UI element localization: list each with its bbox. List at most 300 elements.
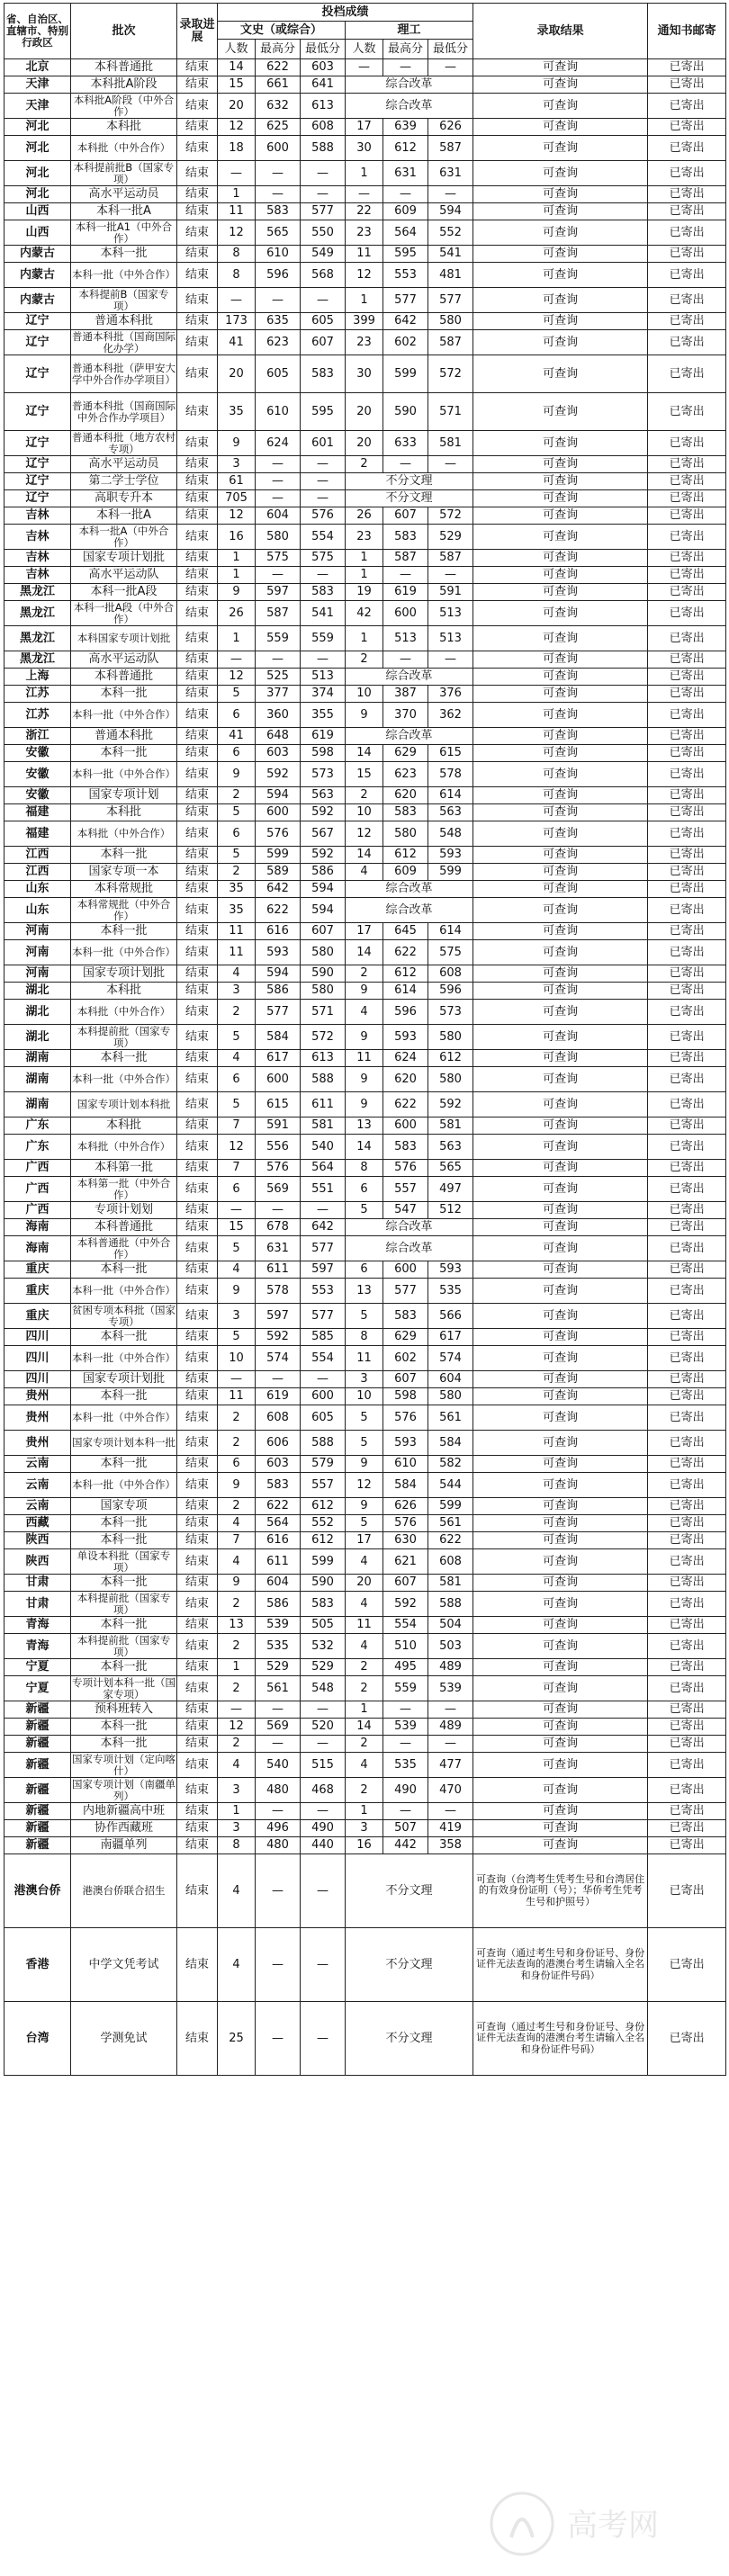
- cell-sci-count: 14: [346, 940, 383, 965]
- cell-arts-min: 550: [301, 220, 346, 246]
- cell-result[interactable]: 可查询: [473, 1736, 648, 1753]
- cell-prov: 台湾: [4, 2002, 71, 2076]
- table-row: [4, 456, 726, 473]
- cell-result[interactable]: 可查询: [473, 263, 648, 288]
- table-row: [4, 669, 726, 686]
- cell-result[interactable]: 可查询: [473, 1431, 648, 1456]
- cell-sci-count: 30: [346, 136, 383, 161]
- cell-result[interactable]: 可查询: [473, 965, 648, 983]
- table-row: [4, 626, 726, 651]
- cell-sci-min: 481: [428, 263, 473, 288]
- cell-result[interactable]: 可查询: [473, 186, 648, 203]
- cell-sci-count: 4: [346, 1753, 383, 1778]
- cell-prov: 河南: [4, 965, 71, 983]
- cell-result[interactable]: 可查询: [473, 1659, 648, 1676]
- science-min-header: 最低分: [428, 40, 473, 59]
- cell-sci-count: 1: [346, 1803, 383, 1820]
- cell-sci-count: 1: [346, 626, 383, 651]
- cell-result[interactable]: 可查询: [473, 203, 648, 220]
- cell-result[interactable]: 可查询: [473, 1778, 648, 1803]
- cell-result[interactable]: 可查询: [473, 1160, 648, 1177]
- table-row: [4, 220, 726, 246]
- cell-arts-min: 607: [301, 330, 346, 355]
- cell-notice: 已寄出: [648, 983, 726, 1000]
- cell-arts-min: 641: [301, 76, 346, 94]
- cell-result[interactable]: 可查询: [473, 804, 648, 821]
- cell-notice: 已寄出: [648, 1753, 726, 1778]
- cell-progress: 结束: [177, 220, 218, 246]
- cell-batch: 本科国家专项计划批: [71, 626, 177, 651]
- cell-notice: 已寄出: [648, 550, 726, 567]
- cell-result[interactable]: 可查询: [473, 1117, 648, 1135]
- cell-result[interactable]: 可查询: [473, 507, 648, 525]
- cell-arts-count: 1: [218, 186, 256, 203]
- cell-batch: 本科常规批: [71, 881, 177, 898]
- cell-sci-max: 593: [383, 1025, 428, 1050]
- cell-arts-count: 15: [218, 76, 256, 94]
- cell-arts-max: —: [256, 1736, 301, 1753]
- cell-arts-min: 583: [301, 584, 346, 601]
- cell-batch: 本科一批（中外合作）: [71, 263, 177, 288]
- cell-arts-min: —: [301, 1202, 346, 1219]
- cell-batch: 国家专项计划: [71, 787, 177, 804]
- cell-sci-count: 9: [346, 1092, 383, 1117]
- cell-arts-min: 580: [301, 940, 346, 965]
- arts-min-header: 最低分: [301, 40, 346, 59]
- cell-arts-max: —: [256, 567, 301, 584]
- cell-sci-min: 581: [428, 1117, 473, 1135]
- cell-result[interactable]: 可查询: [473, 1000, 648, 1025]
- cell-result[interactable]: 可查询: [473, 864, 648, 881]
- cell-arts-min: 599: [301, 1549, 346, 1575]
- cell-result[interactable]: 可查询: [473, 762, 648, 787]
- cell-sci-min: 593: [428, 1261, 473, 1279]
- cell-notice: 已寄出: [648, 745, 726, 762]
- cell-sci-max: 387: [383, 686, 428, 703]
- cell-notice: 已寄出: [648, 669, 726, 686]
- cell-result[interactable]: 可查询: [473, 456, 648, 473]
- cell-arts-count: 35: [218, 898, 256, 923]
- cell-result[interactable]: 可查询: [473, 1261, 648, 1279]
- cell-sci-count: 1: [346, 288, 383, 313]
- cell-result[interactable]: 可查询: [473, 1329, 648, 1346]
- cell-arts-count: 26: [218, 601, 256, 626]
- cell-result[interactable]: 可查询: [473, 1405, 648, 1431]
- cell-result[interactable]: 可查询: [473, 1135, 648, 1160]
- cell-prov: 四川: [4, 1346, 71, 1371]
- cell-arts-min: 592: [301, 804, 346, 821]
- cell-progress: 结束: [177, 1549, 218, 1575]
- cell-prov: 吉林: [4, 567, 71, 584]
- cell-result[interactable]: 可查询: [473, 703, 648, 728]
- cell-arts-max: 594: [256, 787, 301, 804]
- cell-result[interactable]: 可查询: [473, 1532, 648, 1549]
- cell-sci-min: 470: [428, 1778, 473, 1803]
- cell-result[interactable]: 可查询: [473, 525, 648, 550]
- science-header: 理工: [346, 22, 473, 40]
- cell-result[interactable]: 可查询: [473, 1592, 648, 1617]
- cell-sci-min: 513: [428, 626, 473, 651]
- cell-result[interactable]: 可查询: [473, 669, 648, 686]
- cell-arts-min: —: [301, 288, 346, 313]
- cell-arts-count: —: [218, 288, 256, 313]
- cell-arts-min: 553: [301, 1279, 346, 1304]
- cell-result[interactable]: 可查询: [473, 136, 648, 161]
- cell-result[interactable]: 可查询: [473, 898, 648, 923]
- table-row: [4, 983, 726, 1000]
- cell-progress: 结束: [177, 601, 218, 626]
- cell-arts-max: 604: [256, 1575, 301, 1592]
- cell-result[interactable]: 可查询: [473, 881, 648, 898]
- cell-sci-count: 11: [346, 1346, 383, 1371]
- cell-prov: 山东: [4, 881, 71, 898]
- science-merged-cell: 不分文理: [346, 473, 473, 490]
- cell-batch: 本科提前批（国家专项）: [71, 1592, 177, 1617]
- cell-prov: 重庆: [4, 1261, 71, 1279]
- cell-arts-max: 642: [256, 881, 301, 898]
- table-row: [4, 1050, 726, 1067]
- cell-arts-max: 599: [256, 847, 301, 864]
- cell-result[interactable]: 可查询: [473, 246, 648, 263]
- cell-arts-min: 513: [301, 669, 346, 686]
- cell-arts-count: 7: [218, 1532, 256, 1549]
- cell-arts-max: 631: [256, 1236, 301, 1261]
- cell-arts-min: 374: [301, 686, 346, 703]
- cell-progress: 结束: [177, 1177, 218, 1202]
- cell-result[interactable]: 可查询: [473, 601, 648, 626]
- cell-result[interactable]: 可查询: [473, 821, 648, 847]
- cell-sci-count: 14: [346, 1135, 383, 1160]
- cell-result[interactable]: 可查询: [473, 940, 648, 965]
- cell-result[interactable]: 可查询: [473, 1025, 648, 1050]
- cell-arts-count: —: [218, 1202, 256, 1219]
- cell-arts-max: 576: [256, 821, 301, 847]
- cell-result[interactable]: 可查询: [473, 431, 648, 456]
- cell-arts-count: 12: [218, 220, 256, 246]
- cell-result[interactable]: 可查询: [473, 1820, 648, 1837]
- cell-arts-max: 539: [256, 1617, 301, 1634]
- cell-arts-count: 1: [218, 626, 256, 651]
- cell-result[interactable]: 可查询: [473, 1279, 648, 1304]
- cell-result[interactable]: 可查询: [473, 1701, 648, 1719]
- cell-arts-min: 586: [301, 864, 346, 881]
- cell-sci-max: 539: [383, 1719, 428, 1736]
- cell-sci-count: 2: [346, 1676, 383, 1701]
- cell-progress: 结束: [177, 1405, 218, 1431]
- table-row: [4, 1117, 726, 1135]
- cell-batch: 本科批: [71, 119, 177, 136]
- cell-arts-min: —: [301, 456, 346, 473]
- cell-arts-max: 604: [256, 507, 301, 525]
- cell-batch: 本科批（中外合作）: [71, 821, 177, 847]
- cell-result[interactable]: 可查询（台湾考生凭考生号和台湾居住的有效身份证明（号）；华侨考生凭考生号和护照号）: [473, 1854, 648, 1928]
- cell-arts-count: 2: [218, 1676, 256, 1701]
- cell-arts-count: 1: [218, 550, 256, 567]
- cell-result[interactable]: 可查询: [473, 1371, 648, 1388]
- cell-result[interactable]: 可查询: [473, 1050, 648, 1067]
- cell-result[interactable]: 可查询: [473, 728, 648, 745]
- table-row: [4, 864, 726, 881]
- cell-result[interactable]: 可查询（通过考生号和身份证号、身份证件无法查询的港澳台考生请输入全名和身份证件号码）: [473, 1928, 648, 2002]
- cell-result[interactable]: 可查询: [473, 1676, 648, 1701]
- cell-result[interactable]: 可查询: [473, 567, 648, 584]
- cell-prov: 辽宁: [4, 431, 71, 456]
- cell-sci-min: 529: [428, 525, 473, 550]
- cell-batch: 本科一批: [71, 847, 177, 864]
- science-merged-cell: 综合改革: [346, 728, 473, 745]
- table-row: [4, 119, 726, 136]
- cell-arts-min: 557: [301, 1473, 346, 1498]
- table-row: [4, 1304, 726, 1329]
- cell-result[interactable]: 可查询: [473, 1473, 648, 1498]
- cell-prov: 广西: [4, 1202, 71, 1219]
- cell-arts-max: 480: [256, 1778, 301, 1803]
- cell-notice: 已寄出: [648, 1803, 726, 1820]
- cell-sci-min: 617: [428, 1329, 473, 1346]
- cell-arts-count: 1: [218, 1659, 256, 1676]
- cell-batch: 高水平运动员: [71, 186, 177, 203]
- cell-result[interactable]: 可查询: [473, 288, 648, 313]
- cell-arts-min: 490: [301, 1820, 346, 1837]
- arts-max-header: 最高分: [256, 40, 301, 59]
- cell-sci-max: 590: [383, 393, 428, 431]
- cell-progress: 结束: [177, 1219, 218, 1236]
- cell-arts-max: —: [256, 186, 301, 203]
- cell-arts-min: 590: [301, 965, 346, 983]
- cell-result[interactable]: 可查询: [473, 1304, 648, 1329]
- cell-result[interactable]: 可查询: [473, 393, 648, 431]
- cell-arts-min: 355: [301, 703, 346, 728]
- cell-result[interactable]: 可查询: [473, 1515, 648, 1532]
- cell-sci-count: 8: [346, 1329, 383, 1346]
- cell-sci-min: —: [428, 1803, 473, 1820]
- cell-notice: 已寄出: [648, 940, 726, 965]
- cell-result[interactable]: 可查询: [473, 1719, 648, 1736]
- cell-arts-min: 601: [301, 431, 346, 456]
- cell-sci-min: 577: [428, 288, 473, 313]
- cell-prov: 福建: [4, 821, 71, 847]
- table-row: [4, 1676, 726, 1701]
- cell-notice: 已寄出: [648, 288, 726, 313]
- cell-result[interactable]: 可查询: [473, 1575, 648, 1592]
- cell-sci-min: 591: [428, 584, 473, 601]
- cell-progress: 结束: [177, 1575, 218, 1592]
- table-row: [4, 1261, 726, 1279]
- cell-arts-count: 9: [218, 1279, 256, 1304]
- cell-batch: 本科一批（中外合作）: [71, 1473, 177, 1498]
- cell-arts-min: 559: [301, 626, 346, 651]
- cell-result[interactable]: 可查询: [473, 584, 648, 601]
- cell-prov: 陕西: [4, 1532, 71, 1549]
- cell-sci-max: —: [383, 651, 428, 669]
- cell-result[interactable]: 可查询: [473, 1092, 648, 1117]
- cell-arts-count: —: [218, 161, 256, 186]
- cell-result[interactable]: 可查询: [473, 490, 648, 507]
- cell-sci-max: 576: [383, 1160, 428, 1177]
- cell-prov: 黑龙江: [4, 584, 71, 601]
- table-row: [4, 1617, 726, 1634]
- cell-notice: 已寄出: [648, 1701, 726, 1719]
- cell-sci-max: —: [383, 1803, 428, 1820]
- cell-sci-min: 503: [428, 1634, 473, 1659]
- cell-result[interactable]: 可查询: [473, 626, 648, 651]
- cell-result[interactable]: 可查询: [473, 76, 648, 94]
- cell-result[interactable]: 可查询: [473, 1236, 648, 1261]
- cell-arts-max: 569: [256, 1177, 301, 1202]
- table-row: [4, 507, 726, 525]
- cell-result[interactable]: 可查询: [473, 847, 648, 864]
- cell-arts-count: 11: [218, 940, 256, 965]
- cell-prov: 贵州: [4, 1405, 71, 1431]
- cell-arts-count: —: [218, 1371, 256, 1388]
- cell-result[interactable]: 可查询: [473, 161, 648, 186]
- cell-sci-count: 30: [346, 355, 383, 393]
- cell-result[interactable]: 可查询: [473, 1456, 648, 1473]
- cell-sci-count: 1: [346, 567, 383, 584]
- cell-result[interactable]: 可查询: [473, 686, 648, 703]
- cell-result[interactable]: 可查询: [473, 1837, 648, 1854]
- cell-sci-min: —: [428, 651, 473, 669]
- science-merged-cell: 综合改革: [346, 669, 473, 686]
- cell-arts-min: 532: [301, 1634, 346, 1659]
- cell-progress: 结束: [177, 1304, 218, 1329]
- cell-batch: 本科一批A段: [71, 584, 177, 601]
- cell-result[interactable]: 可查询: [473, 745, 648, 762]
- cell-sci-count: 9: [346, 1067, 383, 1092]
- cell-sci-count: 19: [346, 584, 383, 601]
- cell-result[interactable]: 可查询: [473, 94, 648, 119]
- cell-result[interactable]: 可查询: [473, 119, 648, 136]
- cell-result[interactable]: 可查询: [473, 330, 648, 355]
- cell-sci-max: 507: [383, 1820, 428, 1837]
- cell-result[interactable]: 可查询: [473, 1177, 648, 1202]
- cell-sci-min: —: [428, 59, 473, 76]
- cell-batch: 港澳台侨联合招生: [71, 1854, 177, 1928]
- table-row: [4, 898, 726, 923]
- cell-notice: 已寄出: [648, 203, 726, 220]
- cell-result[interactable]: 可查询: [473, 473, 648, 490]
- cell-sci-max: 577: [383, 1279, 428, 1304]
- science-merged-cell: 不分文理: [346, 2002, 473, 2076]
- cell-arts-min: 440: [301, 1837, 346, 1854]
- cell-result[interactable]: 可查询: [473, 1388, 648, 1405]
- cell-arts-max: —: [256, 2002, 301, 2076]
- cell-result[interactable]: 可查询: [473, 1803, 648, 1820]
- cell-result[interactable]: 可查询: [473, 1202, 648, 1219]
- cell-arts-min: 520: [301, 1719, 346, 1736]
- table-row: [4, 745, 726, 762]
- cell-arts-max: —: [256, 651, 301, 669]
- cell-result[interactable]: 可查询: [473, 923, 648, 940]
- cell-result[interactable]: 可查询: [473, 1634, 648, 1659]
- cell-sci-min: 574: [428, 1346, 473, 1371]
- cell-result[interactable]: 可查询: [473, 313, 648, 330]
- cell-sci-count: 5: [346, 1515, 383, 1532]
- cell-result[interactable]: 可查询: [473, 787, 648, 804]
- cell-progress: 结束: [177, 965, 218, 983]
- cell-sci-count: —: [346, 186, 383, 203]
- cell-arts-max: 608: [256, 1405, 301, 1431]
- cell-arts-max: 583: [256, 203, 301, 220]
- cell-batch: 本科一批: [71, 1719, 177, 1736]
- cell-arts-max: 591: [256, 1117, 301, 1135]
- cell-arts-count: 5: [218, 686, 256, 703]
- cell-result[interactable]: 可查询: [473, 220, 648, 246]
- cell-progress: 结束: [177, 393, 218, 431]
- cell-prov: 云南: [4, 1498, 71, 1515]
- cell-arts-count: 12: [218, 507, 256, 525]
- cell-result[interactable]: 可查询（通过考生号和身份证号、身份证件无法查询的港澳台考生请输入全名和身份证件号码）: [473, 2002, 648, 2076]
- cell-result[interactable]: 可查询: [473, 1753, 648, 1778]
- cell-result[interactable]: 可查询: [473, 651, 648, 669]
- cell-sci-min: 563: [428, 1135, 473, 1160]
- cell-progress: 结束: [177, 1117, 218, 1135]
- cell-sci-max: 629: [383, 745, 428, 762]
- cell-batch: 本科一批A: [71, 507, 177, 525]
- cell-sci-min: 535: [428, 1279, 473, 1304]
- cell-sci-min: 573: [428, 1000, 473, 1025]
- cell-result[interactable]: 可查询: [473, 1219, 648, 1236]
- cell-prov: 新疆: [4, 1803, 71, 1820]
- cell-arts-min: —: [301, 186, 346, 203]
- cell-arts-min: 594: [301, 881, 346, 898]
- cell-batch: 单设本科批（国家专项）: [71, 1549, 177, 1575]
- cell-arts-max: —: [256, 1701, 301, 1719]
- cell-arts-min: 605: [301, 313, 346, 330]
- cell-notice: 已寄出: [648, 864, 726, 881]
- cell-result[interactable]: 可查询: [473, 59, 648, 76]
- cell-arts-min: —: [301, 1371, 346, 1388]
- cell-arts-count: 12: [218, 119, 256, 136]
- cell-notice: 已寄出: [648, 136, 726, 161]
- cell-batch: 本科批: [71, 983, 177, 1000]
- cell-arts-count: 35: [218, 393, 256, 431]
- cell-arts-count: 13: [218, 1617, 256, 1634]
- cell-result[interactable]: 可查询: [473, 1346, 648, 1371]
- cell-result[interactable]: 可查询: [473, 1549, 648, 1575]
- cell-batch: 普通本科批: [71, 728, 177, 745]
- cell-batch: 本科一批: [71, 923, 177, 940]
- cell-result[interactable]: 可查询: [473, 1617, 648, 1634]
- cell-arts-max: 619: [256, 1388, 301, 1405]
- cell-notice: 已寄出: [648, 1388, 726, 1405]
- cell-arts-min: 588: [301, 1067, 346, 1092]
- science-merged-cell: 不分文理: [346, 1854, 473, 1928]
- cell-prov: 海南: [4, 1219, 71, 1236]
- cell-arts-count: 4: [218, 1549, 256, 1575]
- cell-sci-count: 5: [346, 1304, 383, 1329]
- cell-arts-count: 2: [218, 1498, 256, 1515]
- cell-result[interactable]: 可查询: [473, 983, 648, 1000]
- cell-arts-count: 3: [218, 1778, 256, 1803]
- cell-arts-max: 360: [256, 703, 301, 728]
- cell-result[interactable]: 可查询: [473, 355, 648, 393]
- cell-progress: 结束: [177, 567, 218, 584]
- cell-arts-count: 4: [218, 965, 256, 983]
- table-row: [4, 1405, 726, 1431]
- cell-result[interactable]: 可查询: [473, 1498, 648, 1515]
- cell-arts-max: 616: [256, 1532, 301, 1549]
- cell-arts-min: 585: [301, 1329, 346, 1346]
- cell-notice: 已寄出: [648, 1025, 726, 1050]
- cell-batch: 内地新疆高中班: [71, 1803, 177, 1820]
- cell-sci-count: 4: [346, 1634, 383, 1659]
- cell-arts-min: 608: [301, 119, 346, 136]
- cell-result[interactable]: 可查询: [473, 1067, 648, 1092]
- cell-sci-min: 504: [428, 1617, 473, 1634]
- cell-result[interactable]: 可查询: [473, 550, 648, 567]
- cell-batch: 本科第一批（中外合作）: [71, 1177, 177, 1202]
